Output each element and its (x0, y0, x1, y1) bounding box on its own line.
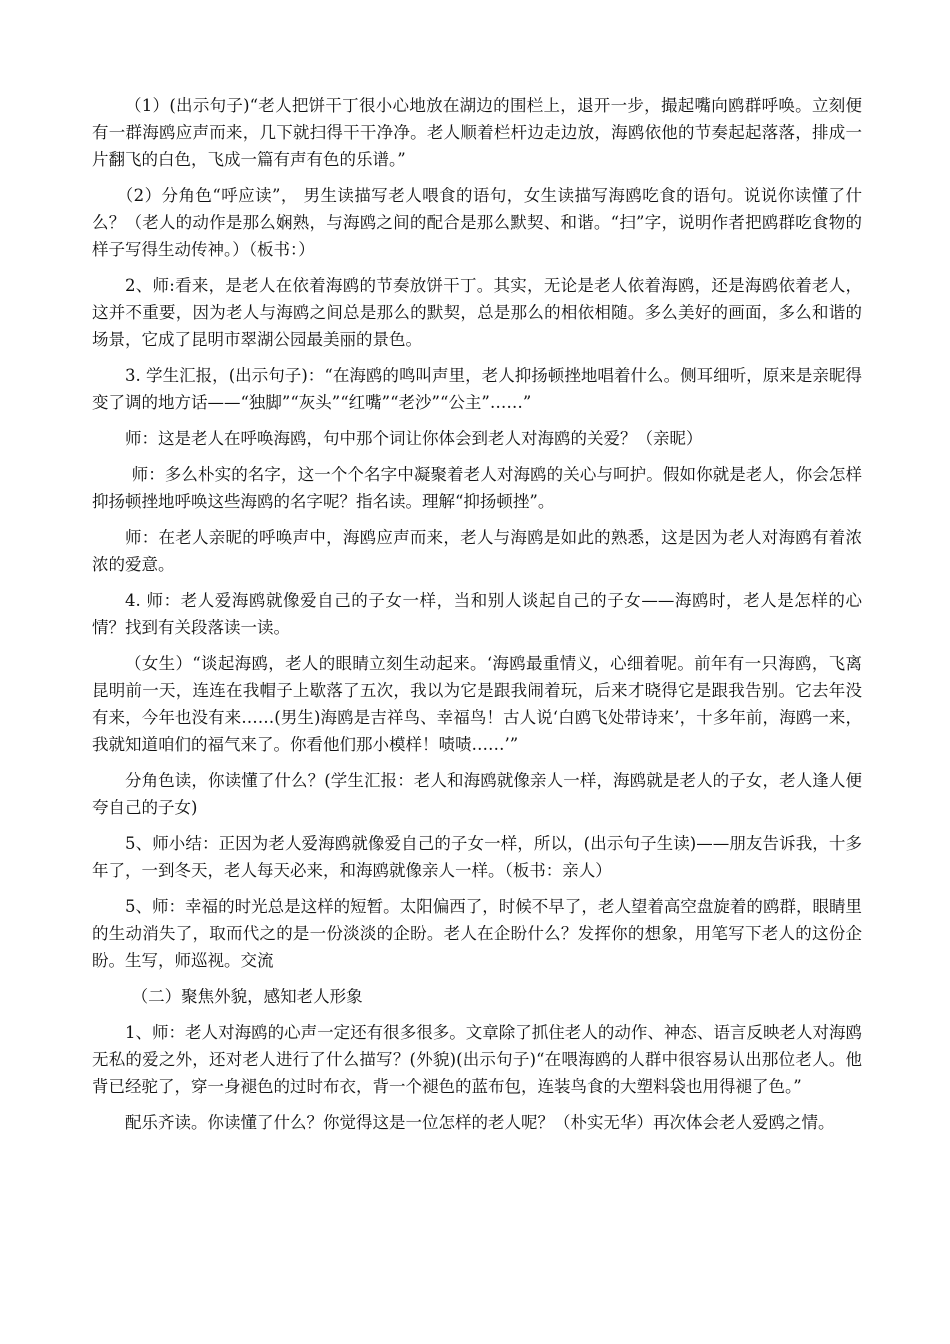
paragraph-teacher-4: 4. 师：老人爱海鸥就像爱自己的子女一样，当和别人谈起自己的子女——海鸥时，老人是怎样的心情？找到有关段落读一读。 (92, 591, 862, 637)
paragraph-teacher-summary-5: 5、师小结：正因为老人爱海鸥就像爱自己的子女一样，所以，(出示句子生读)——朋友告诉我，十多年了，一到冬天，老人每天必来，和海鸥就像亲人一样。（板书：亲人） (92, 834, 862, 880)
paragraph-teacher-appearance-1: 1、师：老人对海鸥的心声一定还有很多很多。文章除了抓住老人的动作、神态、语言反映老人对海鸥无私的爱之外，还对老人进行了什么描写？(外貌)(出示句子)“在喂海鸥的人群中很容易认出那位老人。他背已经驼了，穿一身褪色的过时布衣，背一个褪色的蓝布包，连装鸟食的大塑料袋也用得褪了色。” (92, 1023, 862, 1096)
paragraph-teacher-question: 师：这是老人在呼唤海鸥，句中那个词让你体会到老人对海鸥的关爱？（亲昵） (125, 429, 703, 448)
paragraph-teacher-5: 5、师：幸福的时光总是这样的短暂。太阳偏西了，时候不早了，老人望着高空盘旋着的鸥群，眼睛里的生动消失了，取而代之的是一份淡淡的企盼。老人在企盼什么？发挥你的想象，用笔写下老人的这份企盼。生写，师巡视。交流 (92, 897, 862, 970)
section-heading-appearance: （二）聚焦外貌，感知老人形象 (131, 987, 363, 1006)
paragraph-role-reading-report: 分角色读，你读懂了什么？(学生汇报：老人和海鸥就像亲人一样，海鸥就是老人的子女，老人逢人便夸自己的子女) (92, 771, 862, 817)
paragraph-teacher-2: 2、师:看来，是老人在依着海鸥的节奏放饼干丁。其实，无论是老人依着海鸥，还是海鸥依着老人，这并不重要，因为老人与海鸥之间总是那么的默契，总是那么的相依相随。多么美好的画面，多么和谐的场景，它成了昆明市翠湖公园最美丽的景色。 (92, 276, 862, 349)
document-body (92, 92, 862, 1145)
paragraph-girls-boys-reading: （女生）“谈起海鸥，老人的眼睛立刻生动起来。‘海鸥最重情义，心细着呢。前年有一只海鸥，飞离昆明前一天，连连在我帽子上歇落了五次，我以为它是跟我闹着玩，后来才晓得它是跟我告别。它去年没有来，今年也没有来……(男生)海鸥是吉祥鸟、幸福鸟！古人说‘白鸥飞处带诗来’，十多年前，海鸥一来，我就知道咱们的福气来了。你看他们那小模样！啧啧……’” (92, 654, 862, 754)
paragraph-role-reading: （2）分角色“呼应读”， 男生读描写老人喂食的语句，女生读描写海鸥吃食的语句。说说你读懂了什么？（老人的动作是那么娴熟，与海鸥之间的配合是那么默契、和谐。“扫”字，说明作者把鸥群吃食物的样子写得生动传神。）（板书：） (92, 186, 862, 259)
paragraph-student-report-3: 3. 学生汇报，(出示句子)：“在海鸥的鸣叫声里，老人抑扬顿挫地唱着什么。侧耳细听，原来是亲昵得变了调的地方话——“独脚”“灰头”“红嘴”“老沙”“公主”……” (92, 366, 862, 412)
paragraph-group-reading: 配乐齐读。你读懂了什么？你觉得这是一位怎样的老人呢？（朴实无华）再次体会老人爱鸥之情。 (125, 1113, 835, 1132)
paragraph-teacher-names: 师：多么朴实的名字，这一个个名字中凝聚着老人对海鸥的关心与呵护。假如你就是老人，你会怎样抑扬顿挫地呼唤这些海鸥的名字呢？指名读。理解“抑扬顿挫”。 (92, 465, 862, 511)
paragraph-teacher-affection: 师：在老人亲昵的呼唤声中，海鸥应声而来，老人与海鸥是如此的熟悉，这是因为老人对海鸥有着浓浓的爱意。 (92, 528, 862, 574)
paragraph-sentence-1: （1）(出示句子)“老人把饼干丁很小心地放在湖边的围栏上，退开一步，撮起嘴向鸥群呼唤。立刻便有一群海鸥应声而来，几下就扫得干干净净。老人顺着栏杆边走边放，海鸥依他的节奏起起落落，排成一片翻飞的白色，飞成一篇有声有色的乐谱。” (92, 96, 862, 169)
